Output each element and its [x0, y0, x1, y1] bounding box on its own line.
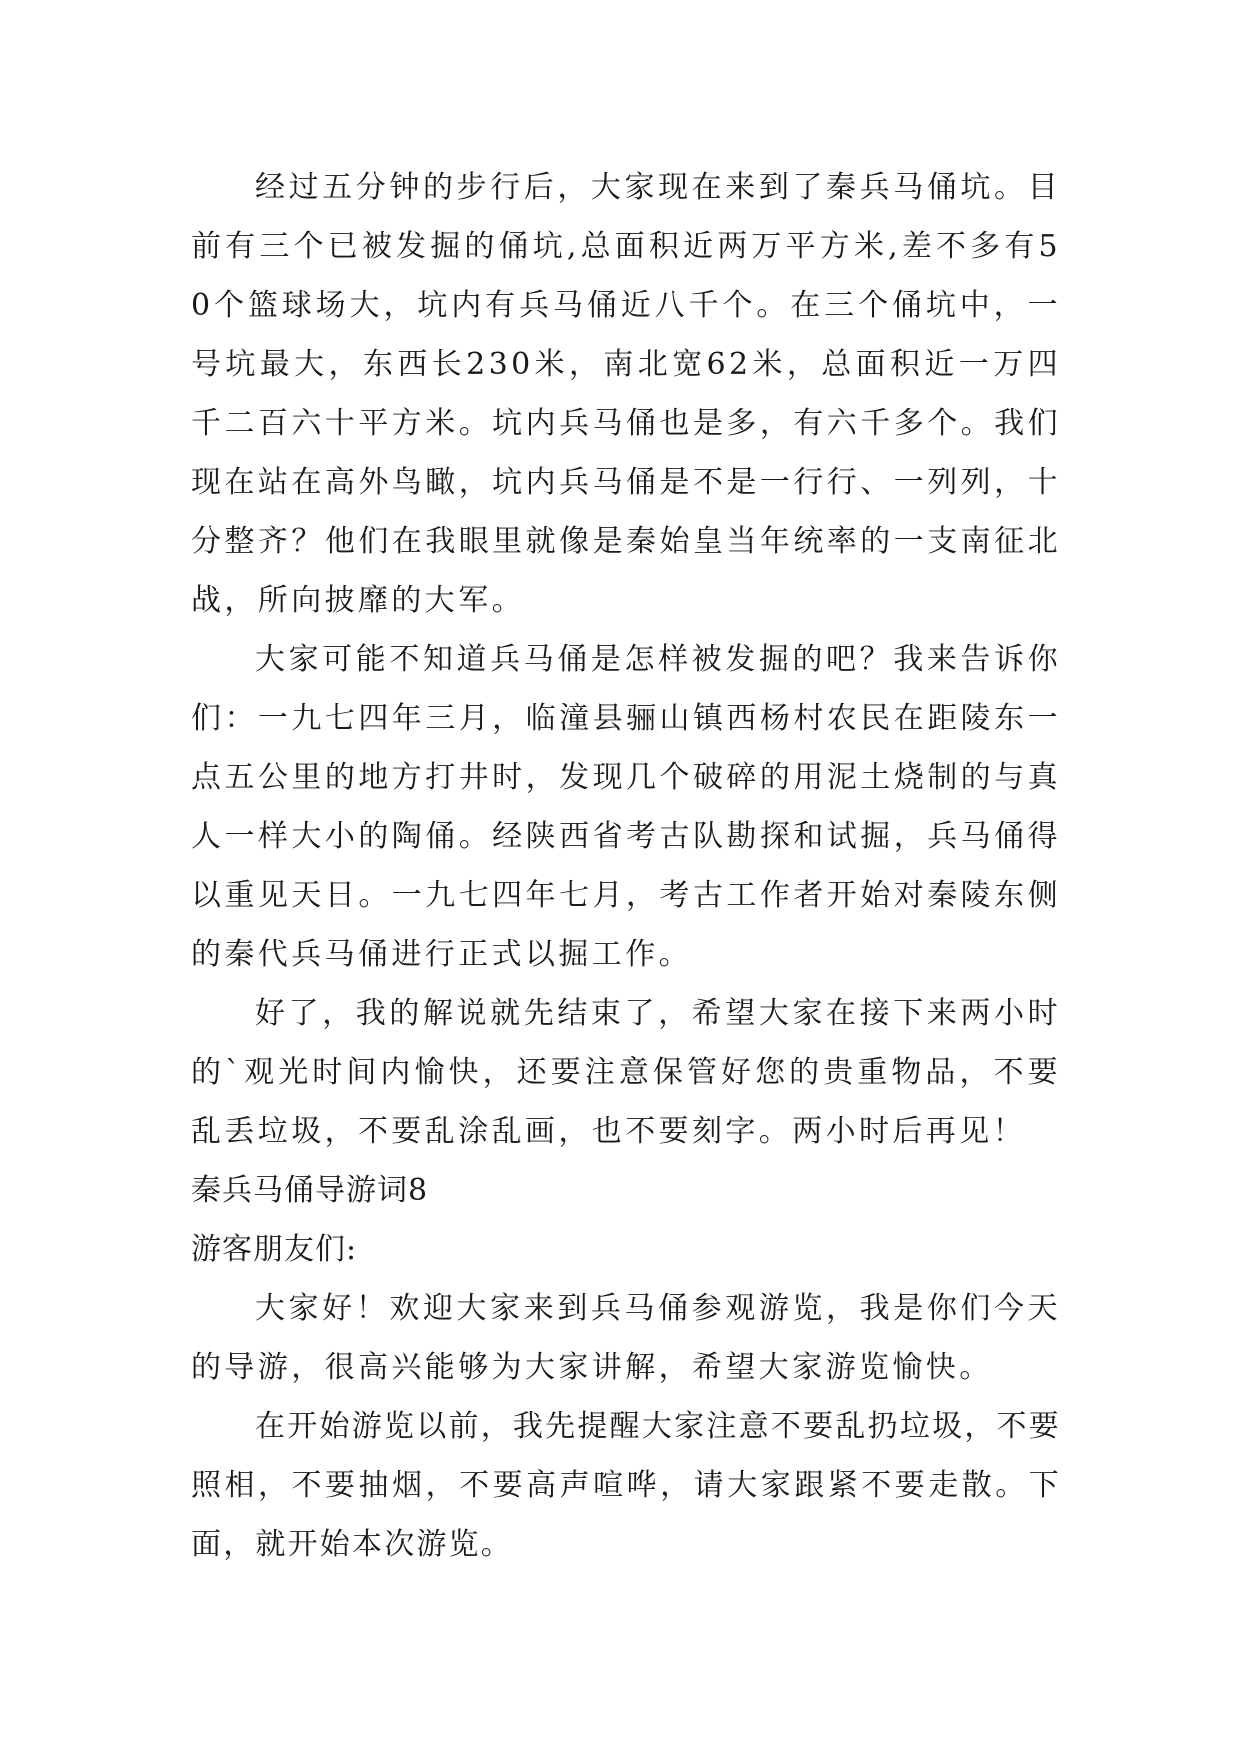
paragraph-welcome: 大家好！欢迎大家来到兵马俑参观游览，我是你们今天的导游，很高兴能够为大家讲解，希望大家游览愉快。: [191, 1291, 1061, 1385]
paragraph-reminders: 在开始游览以前，我先提醒大家注意不要乱扔垃圾，不要照相，不要抽烟，不要高声喧哗，请大家跟紧不要走散。下面，就开始本次游览。: [191, 1409, 1061, 1562]
document-body: [191, 158, 1061, 1574]
section-title: 秦兵马俑导游词8: [191, 1173, 429, 1208]
paragraph-discovery-history: 大家可能不知道兵马俑是怎样被发掘的吧？我来告诉你们：一九七四年三月，临潼县骊山镇西杨村农民在距陵东一点五公里的地方打井时，发现几个破碎的用泥土烧制的与真人一样大小的陶俑。经陕西省考古队勘探和试掘，兵马俑得以重见天日。一九七四年七月，考古工作者开始对秦陵东侧的秦代兵马俑进行正式以掘工作。: [191, 642, 1061, 972]
paragraph-terracotta-pits: 经过五分钟的步行后，大家现在来到了秦兵马俑坑。目前有三个已被发掘的俑坑,总面积近两万平方米,差不多有50个篮球场大，坑内有兵马俑近八千个。在三个俑坑中，一号坑最大，东西长230米，南北宽62米，总面积近一万四千二百六十平方米。坑内兵马俑也是多，有六千多个。我们现在站在高外鸟瞰，坑内兵马俑是不是一行行、一列列，十分整齐？他们在我眼里就像是秦始皇当年统率的一支南征北战，所向披靡的大军。: [191, 170, 1061, 618]
greeting-line: 游客朋友们:: [191, 1232, 358, 1267]
paragraph-closing-remarks: 好了，我的解说就先结束了，希望大家在接下来两小时的`观光时间内愉快，还要注意保管好您的贵重物品，不要乱丢垃圾，不要乱涂乱画，也不要刻字。两小时后再见！: [191, 996, 1061, 1149]
